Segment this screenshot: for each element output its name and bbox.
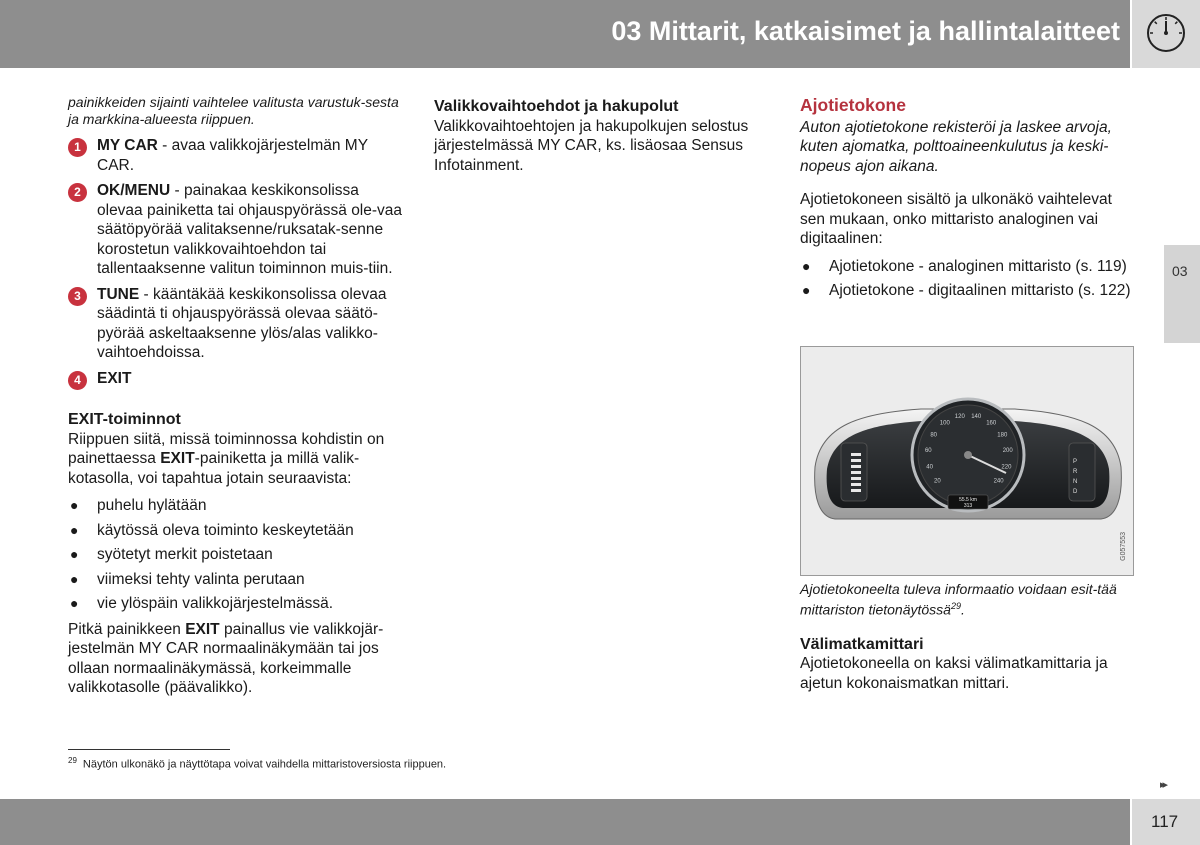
page-header <box>0 0 1130 68</box>
speed-tick-label: 220 <box>1001 464 1012 471</box>
header-icon-box <box>1132 0 1200 68</box>
bullet-list <box>800 257 1135 301</box>
footnote-number: 29 <box>68 756 77 765</box>
speed-tick-label: 80 <box>930 432 938 439</box>
intro-italic: Auton ajotietokone rekisteröi ja laskee arvoja, kuten ajomatka, polttoaineenkulutus ja keski-nopeus ajon aikana. <box>800 118 1112 175</box>
section-heading: EXIT-toiminnot <box>68 411 181 428</box>
bullet-list <box>68 496 404 614</box>
section-heading: Ajotietokone <box>800 95 906 115</box>
column-middle <box>434 97 774 175</box>
bullet-icon: ● <box>70 546 79 562</box>
item-text: käytössä oleva toiminto keskeytetään <box>97 521 354 539</box>
paragraph: Ajotietokoneella on kaksi välimatkamittaria ja ajetun kokonaismatkan mittari. <box>800 655 1108 692</box>
list-item <box>68 285 404 363</box>
paragraph <box>68 620 404 698</box>
item-text: - avaa valikkojärjestelmän MY CAR. <box>97 137 368 174</box>
item-bold: OK/MENU <box>97 182 171 199</box>
text-run-bold: EXIT <box>185 620 220 638</box>
speed-tick-label: 160 <box>986 420 997 427</box>
gear-letter: R <box>1073 469 1078 475</box>
text-run: -painiketta ja millä valik-kotasolla, voi tapahtua jotain seuraavista: <box>68 450 360 487</box>
text-run: painallus vie valikkojär-jestelmän MY CAR normaalinäkymään tai jos ollaan normaalinäkymässä, korkeimmalle valikkotasolle (päävalikko). <box>68 620 384 696</box>
text-run: Pitkä painikkeen <box>68 620 186 638</box>
number-badge: 3 <box>68 287 87 306</box>
gear-letter: D <box>1073 489 1078 495</box>
list-item <box>800 281 1135 301</box>
item-text: - painakaa keskikonsolissa olevaa painiketta tai ohjauspyörässä ole-vaa säätöpyörää valitaksenne/ruksatak-senne korostetun valikkovaihtoehdon tai tallentaaksenne valitun toiminnon muis-tiin. <box>97 182 403 277</box>
list-item <box>68 136 404 175</box>
item-bold: TUNE <box>97 285 140 303</box>
paragraph: Ajotietokoneen sisältö ja ulkonäkö vaihtelevat sen mukaan, onko mittaristo analoginen vai digitaalinen: <box>800 191 1112 247</box>
list-item <box>68 594 404 614</box>
speed-tick-label: 140 <box>971 413 982 420</box>
column-left <box>68 94 404 698</box>
speed-tick-label: 60 <box>924 447 932 454</box>
footnote-ref: 29 <box>950 601 961 611</box>
paragraph <box>68 430 404 489</box>
list-item <box>800 257 1135 277</box>
page-number: 117 <box>1151 812 1179 831</box>
speed-tick-label: 20 <box>934 478 941 485</box>
list-item <box>68 545 404 565</box>
speed-tick-label: 200 <box>1002 447 1013 454</box>
item-text: Ajotietokone - analoginen mittaristo (s. 119) <box>829 257 1127 275</box>
footnote <box>68 756 446 771</box>
item-text: - kääntäkää keskikonsolissa olevaa säädintä ti ohjauspyörässä olevaa säätö-pyörää askeltaaksenne ylös/alas valikko-vaihtoehdoissa. <box>97 285 387 361</box>
gear-letter: P <box>1073 459 1078 465</box>
speed-tick-label: 180 <box>997 432 1008 439</box>
list-item <box>68 521 404 541</box>
display-line-2: 313 <box>963 503 973 509</box>
bullet-icon: ● <box>802 257 811 274</box>
section-heading: Välimatkamittari <box>800 635 924 653</box>
page-number-box <box>1132 799 1200 845</box>
intro-note: painikkeiden sijainti vaihtelee valitusta varustuk-sesta ja markkina-alueesta riippuen. <box>68 94 399 127</box>
display-line-1: 55.5 km <box>959 497 977 503</box>
column-right <box>800 96 1135 301</box>
instrument-cluster-figure <box>800 346 1134 576</box>
gear-letter: N <box>1073 479 1078 485</box>
number-badge: 4 <box>68 371 87 390</box>
bullet-icon: ● <box>70 497 79 513</box>
item-bold: EXIT <box>97 369 132 387</box>
number-badge: 1 <box>68 138 87 157</box>
footnote-rule <box>68 749 230 750</box>
section-heading: Valikkovaihtoehdot ja hakupolut <box>434 98 679 115</box>
figure-caption <box>800 581 1135 619</box>
speed-tick-label: 120 <box>954 413 965 420</box>
list-item <box>68 181 404 279</box>
list-item <box>68 496 404 516</box>
item-text: puhelu hylätään <box>97 497 207 514</box>
instrument-cluster-illustration <box>801 347 1134 576</box>
side-tab-label: 03 <box>1172 263 1188 279</box>
item-bold: MY CAR <box>97 137 158 154</box>
speed-tick-label: 240 <box>993 478 1004 485</box>
list-item <box>68 369 404 389</box>
text-run: Riippuen siitä, missä toiminnossa kohdistin on painettaessa <box>68 430 385 467</box>
paragraph: Valikkovaihtoehtojen ja hakupolkujen selostus järjestelmässä MY CAR, ks. lisäosaa Sensus Infotainment. <box>434 117 749 174</box>
item-text: syötetyt merkit poistetaan <box>97 546 273 563</box>
speed-tick-label: 100 <box>939 420 950 427</box>
caption-text: Ajotietokoneelta tuleva informaatio voidaan esit-tää mittariston tietonäytössä <box>800 581 1117 618</box>
number-badge: 2 <box>68 183 87 202</box>
text-run-bold: EXIT <box>160 450 195 467</box>
caption-end: . <box>960 601 965 618</box>
page-footer <box>0 799 1130 845</box>
chapter-side-tab <box>1164 245 1200 343</box>
column-right-lower <box>800 581 1135 693</box>
next-page-arrow-icon: ▸▸ <box>1160 779 1166 791</box>
list-item <box>68 570 404 590</box>
figure-code: G057553 <box>1120 532 1127 561</box>
chapter-title: 03 Mittarit, katkaisimet ja hallintalaitteet <box>611 16 1120 46</box>
bullet-icon: ● <box>70 595 79 611</box>
speedometer-icon <box>1145 12 1187 54</box>
item-text: vie ylöspäin valikkojärjestelmässä. <box>97 595 334 612</box>
bullet-icon: ● <box>70 521 79 538</box>
speed-tick-label: 40 <box>926 464 933 471</box>
item-text: Ajotietokone - digitaalinen mittaristo (s. 122) <box>829 282 1131 299</box>
bullet-icon: ● <box>802 282 811 298</box>
item-text: viimeksi tehty valinta perutaan <box>97 570 305 588</box>
footnote-text: Näytön ulkonäkö ja näyttötapa voivat vaihdella mittaristoversiosta riippuen. <box>82 758 447 771</box>
bullet-icon: ● <box>70 570 79 587</box>
